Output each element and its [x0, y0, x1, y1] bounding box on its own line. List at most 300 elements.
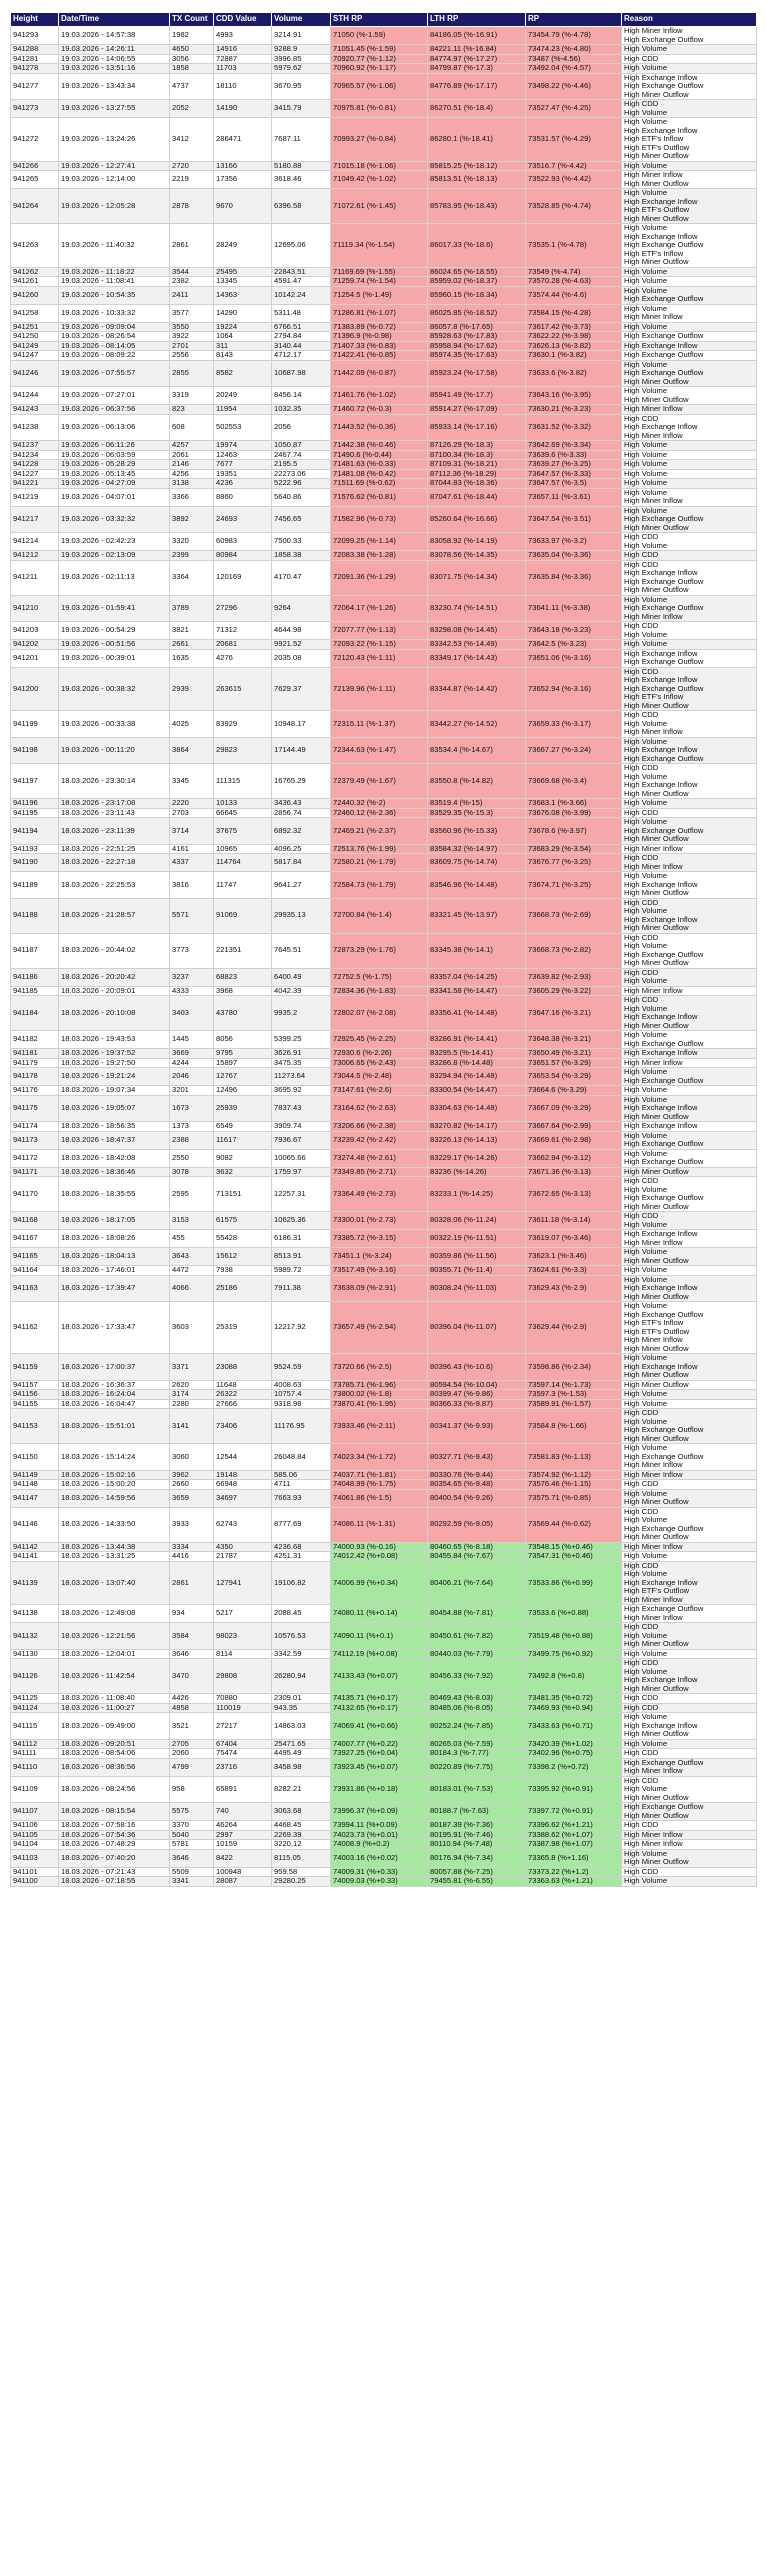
rp-cell: 73420.39 (%+1.02) [526, 1739, 622, 1749]
cdd-value-cell: 17356 [214, 171, 272, 189]
sth-rp-cell: 72460.12 (%-2.36) [331, 808, 428, 818]
volume-cell: 4468.45 [272, 1821, 331, 1831]
table-row[interactable] [11, 1275, 757, 1302]
cdd-value-cell: 120169 [214, 560, 272, 595]
table-row[interactable] [11, 1623, 757, 1650]
table-row[interactable] [11, 64, 757, 74]
reason-item: High Exchange Outflow [624, 1309, 704, 1319]
table-row[interactable] [11, 737, 757, 764]
height-cell: 941227 [11, 469, 59, 479]
table-row[interactable] [11, 1167, 757, 1177]
table-row[interactable] [11, 764, 757, 799]
table-row[interactable] [11, 351, 757, 361]
height-cell: 941109 [11, 1776, 59, 1803]
table-row[interactable] [11, 1821, 757, 1831]
height-cell: 941159 [11, 1354, 59, 1381]
sth-rp-cell: 71119.34 (%-1.54) [331, 224, 428, 268]
table-body [11, 27, 757, 1887]
sth-rp-cell: 72344.63 (%-1.47) [331, 737, 428, 764]
reason-cell [622, 1049, 757, 1059]
table-row[interactable] [11, 387, 757, 405]
volume-cell: 14863.03 [272, 1713, 331, 1740]
height-cell: 941179 [11, 1058, 59, 1068]
volume-cell: 3909.74 [272, 1122, 331, 1132]
reason-item: High Exchange Outflow [624, 1157, 704, 1166]
table-row[interactable] [11, 460, 757, 470]
reason-item: High Exchange Outflow [624, 683, 704, 693]
datetime-cell: 19.03.2026 - 14:06:55 [59, 54, 170, 64]
reason-item: High CDD [624, 560, 659, 569]
sth-rp-cell: 71259.74 (%-1.54) [331, 277, 428, 287]
table-row[interactable] [11, 450, 757, 460]
table-row[interactable] [11, 551, 757, 561]
tx-count-cell: 2556 [170, 351, 214, 361]
reason-cell [622, 1399, 757, 1409]
table-row[interactable] [11, 189, 757, 224]
table-row[interactable] [11, 171, 757, 189]
table-row[interactable] [11, 1758, 757, 1776]
height-cell: 941105 [11, 1830, 59, 1840]
table-row[interactable] [11, 27, 757, 45]
reason-cell [622, 764, 757, 799]
sth-rp-cell: 72580.21 (%-1.79) [331, 854, 428, 872]
tx-count-cell: 1858 [170, 64, 214, 74]
tx-count-cell: 4244 [170, 1058, 214, 1068]
column-header-volume[interactable]: Volume [272, 13, 331, 27]
rp-cell: 73629.43 (%-2.9) [526, 1275, 622, 1302]
table-row[interactable] [11, 1390, 757, 1400]
volume-cell: 6186.31 [272, 1230, 331, 1248]
cdd-value-cell: 19974 [214, 441, 272, 451]
table-row[interactable] [11, 1877, 757, 1887]
rp-cell: 73575.71 (%-0.85) [526, 1489, 622, 1507]
table-row[interactable] [11, 441, 757, 451]
table-row[interactable] [11, 1230, 757, 1248]
cdd-value-cell: 740 [214, 1803, 272, 1821]
cdd-value-cell: 24693 [214, 506, 272, 533]
lth-rp-cell: 86270.51 (%-18.4) [428, 100, 526, 118]
table-row[interactable] [11, 667, 757, 711]
table-row[interactable] [11, 54, 757, 64]
datetime-cell: 18.03.2026 - 08:24:56 [59, 1776, 170, 1803]
reason-item: High Volume [624, 771, 668, 781]
sth-rp-cell: 73996.37 (%+0.09) [331, 1803, 428, 1821]
datetime-cell: 18.03.2026 - 14:59:56 [59, 1489, 170, 1507]
height-cell: 941147 [11, 1489, 59, 1507]
datetime-cell: 19.03.2026 - 13:27:55 [59, 100, 170, 118]
cdd-value-cell: 67404 [214, 1739, 272, 1749]
column-header-cdd-value[interactable]: CDD Value [214, 13, 272, 27]
volume-cell: 3140.44 [272, 341, 331, 351]
tx-count-cell: 2939 [170, 667, 214, 711]
reason-item: High Miner Outflow [624, 1683, 689, 1693]
reason-item: High Volume [624, 1849, 668, 1858]
table-row[interactable] [11, 1068, 757, 1086]
tx-count-cell: 4025 [170, 711, 214, 738]
table-row[interactable] [11, 933, 757, 968]
table-row[interactable] [11, 100, 757, 118]
table-row[interactable] [11, 1659, 757, 1694]
table-row[interactable] [11, 1849, 757, 1867]
table-row[interactable] [11, 341, 757, 351]
table-row[interactable] [11, 224, 757, 268]
rp-cell: 73659.33 (%-3.17) [526, 711, 622, 738]
reason-cell [622, 1275, 757, 1302]
reason-item: High Miner Inflow [624, 986, 683, 995]
table-row[interactable] [11, 844, 757, 854]
cdd-value-cell: 19351 [214, 469, 272, 479]
table-row[interactable] [11, 1749, 757, 1759]
table-row[interactable] [11, 161, 757, 171]
lth-rp-cell: 85783.95 (%-18.43) [428, 189, 526, 224]
volume-cell: 12695.06 [272, 224, 331, 268]
reason-item: High Exchange Inflow [624, 196, 698, 206]
reason-item: High CDD [624, 898, 659, 907]
table-row[interactable] [11, 1444, 757, 1471]
volume-cell: 4495.49 [272, 1749, 331, 1759]
reason-item: High Volume [624, 1030, 668, 1039]
volume-cell: 2088.45 [272, 1605, 331, 1623]
table-row[interactable] [11, 1177, 757, 1212]
table-row[interactable] [11, 322, 757, 332]
height-cell: 941184 [11, 996, 59, 1031]
cdd-value-cell: 55428 [214, 1230, 272, 1248]
height-cell: 941149 [11, 1470, 59, 1480]
cdd-value-cell: 4993 [214, 27, 272, 45]
table-row[interactable] [11, 854, 757, 872]
table-row[interactable] [11, 479, 757, 489]
lth-rp-cell: 80327.71 (%-9.43) [428, 1444, 526, 1471]
reason-item: High Volume [624, 1666, 668, 1676]
reason-item: High CDD [624, 1867, 659, 1876]
reason-item: High Volume [624, 506, 668, 515]
table-row[interactable] [11, 996, 757, 1031]
table-row[interactable] [11, 1131, 757, 1149]
table-row[interactable] [11, 1399, 757, 1409]
table-row[interactable] [11, 1049, 757, 1059]
table-row[interactable] [11, 1542, 757, 1552]
rp-cell: 73373.22 (%+1.2) [526, 1867, 622, 1877]
reason-item: High CDD [624, 1561, 659, 1570]
lth-rp-cell: 80454.88 (%-7.81) [428, 1605, 526, 1623]
height-cell: 941176 [11, 1086, 59, 1096]
table-row[interactable] [11, 277, 757, 287]
reason-item: High Volume [624, 1515, 668, 1524]
reason-cell [622, 933, 757, 968]
table-row[interactable] [11, 405, 757, 415]
sth-rp-cell: 71015.18 (%-1.06) [331, 161, 428, 171]
reason-item: High Miner Outflow [624, 1857, 689, 1866]
cdd-value-cell: 8056 [214, 1031, 272, 1049]
reason-item: High Miner Inflow [624, 1594, 683, 1604]
height-cell: 941214 [11, 533, 59, 551]
reason-item: High Exchange Outflow [624, 1604, 704, 1613]
tx-count-cell: 3237 [170, 968, 214, 986]
table-row[interactable] [11, 1058, 757, 1068]
sth-rp-cell: 72120.43 (%-1.11) [331, 649, 428, 667]
lth-rp-cell: 83357.04 (%-14.25) [428, 968, 526, 986]
table-row[interactable] [11, 488, 757, 506]
sth-rp-cell: 72930.6 (%-2.26) [331, 1049, 428, 1059]
reason-item: High ETF's Outflow [624, 1326, 690, 1336]
table-row[interactable] [11, 360, 757, 387]
table-row[interactable] [11, 1739, 757, 1749]
rp-cell: 73662.94 (%-3.12) [526, 1149, 622, 1167]
table-row[interactable] [11, 332, 757, 342]
table-row[interactable] [11, 1489, 757, 1507]
table-row[interactable] [11, 1354, 757, 1381]
lth-rp-cell: 80355.71 (%-11.4) [428, 1266, 526, 1276]
lth-rp-cell: 85914.27 (%-17.09) [428, 405, 526, 415]
column-header-sth-rp[interactable]: STH RP [331, 13, 428, 27]
sth-rp-cell: 71072.61 (%-1.45) [331, 189, 428, 224]
reason-cell [622, 488, 757, 506]
rp-cell: 73492.04 (%-4.57) [526, 64, 622, 74]
table-row[interactable] [11, 1470, 757, 1480]
tx-count-cell: 2878 [170, 189, 214, 224]
reason-item: High CDD [624, 968, 659, 977]
tx-count-cell: 3773 [170, 933, 214, 968]
datetime-cell: 19.03.2026 - 13:51:16 [59, 64, 170, 74]
table-row[interactable] [11, 1776, 757, 1803]
reason-cell [622, 1821, 757, 1831]
datetime-cell: 18.03.2026 - 13:31:25 [59, 1552, 170, 1562]
height-cell: 941195 [11, 808, 59, 818]
table-row[interactable] [11, 1149, 757, 1167]
volume-cell: 6766.51 [272, 322, 331, 332]
signal-table [10, 12, 757, 1887]
column-header-datetime[interactable]: Date/Time [59, 13, 170, 27]
reason-item: High Miner Outflow [624, 394, 689, 404]
reason-cell [622, 1703, 757, 1713]
table-row[interactable] [11, 1561, 757, 1605]
table-row[interactable] [11, 45, 757, 55]
reason-item: High Miner Inflow [624, 430, 683, 440]
volume-cell: 4644.98 [272, 622, 331, 640]
cdd-value-cell: 11617 [214, 1131, 272, 1149]
tx-count-cell: 3659 [170, 1489, 214, 1507]
reason-item: High Volume [624, 906, 668, 915]
lth-rp-cell: 83519.4 (%-15) [428, 799, 526, 809]
height-cell: 941132 [11, 1623, 59, 1650]
reason-cell [622, 1561, 757, 1605]
reason-item: High Exchange Outflow [624, 514, 704, 523]
height-cell: 941171 [11, 1167, 59, 1177]
volume-cell: 22273.06 [272, 469, 331, 479]
rp-cell: 73474.23 (%-4.80) [526, 45, 622, 55]
tx-count-cell: 4337 [170, 854, 214, 872]
volume-cell: 9935.2 [272, 996, 331, 1031]
table-row[interactable] [11, 1212, 757, 1230]
reason-item: High ETF's Outflow [624, 205, 690, 214]
reason-item: High CDD [624, 1507, 659, 1516]
table-row[interactable] [11, 1605, 757, 1623]
table-row[interactable] [11, 799, 757, 809]
cdd-value-cell: 28249 [214, 224, 272, 268]
column-header-height[interactable]: Height [11, 13, 59, 27]
table-row[interactable] [11, 1086, 757, 1096]
table-row[interactable] [11, 898, 757, 933]
volume-cell: 9288.9 [272, 45, 331, 55]
table-row[interactable] [11, 286, 757, 304]
reason-item: High Exchange Inflow [624, 649, 698, 658]
reason-item: High Miner Outflow [624, 1729, 689, 1738]
rp-cell: 73584.8 (%-1.66) [526, 1409, 622, 1444]
height-cell: 941164 [11, 1266, 59, 1276]
table-row[interactable] [11, 533, 757, 551]
cdd-value-cell: 20681 [214, 640, 272, 650]
table-row[interactable] [11, 1507, 757, 1542]
table-row[interactable] [11, 1248, 757, 1266]
table-row[interactable] [11, 414, 757, 441]
reason-item: High CDD [624, 1622, 659, 1631]
table-row[interactable] [11, 304, 757, 322]
reason-item: High Exchange Outflow [624, 1802, 704, 1811]
tx-count-cell: 2703 [170, 808, 214, 818]
lth-rp-cell: 85959.02 (%-18.37) [428, 277, 526, 287]
volume-cell: 11176.95 [272, 1409, 331, 1444]
rp-cell: 73402.96 (%+0.75) [526, 1749, 622, 1759]
rp-cell: 73597.14 (%-1.73) [526, 1380, 622, 1390]
lth-rp-cell: 85923.24 (%-17.58) [428, 360, 526, 387]
table-row[interactable] [11, 118, 757, 162]
rp-cell: 73630.1 (%-3.82) [526, 351, 622, 361]
reason-cell [622, 1489, 757, 1507]
table-row[interactable] [11, 469, 757, 479]
sth-rp-cell: 74003.16 (%+0.02) [331, 1849, 428, 1867]
table-row[interactable] [11, 1552, 757, 1562]
table-row[interactable] [11, 1713, 757, 1740]
table-row[interactable] [11, 872, 757, 899]
table-row[interactable] [11, 1694, 757, 1704]
datetime-cell: 18.03.2026 - 13:07:40 [59, 1561, 170, 1605]
datetime-cell: 18.03.2026 - 19:07:34 [59, 1086, 170, 1096]
reason-item: High Exchange Inflow [624, 675, 698, 684]
reason-item: High Volume [624, 322, 668, 331]
table-row[interactable] [11, 1302, 757, 1354]
rp-cell: 73668.73 (%-2.82) [526, 933, 622, 968]
table-row[interactable] [11, 560, 757, 595]
reason-item: High Miner Inflow [624, 844, 683, 853]
table-row[interactable] [11, 1867, 757, 1877]
table-row[interactable] [11, 640, 757, 650]
table-row[interactable] [11, 1409, 757, 1444]
table-row[interactable] [11, 73, 757, 100]
tx-count-cell: 3789 [170, 595, 214, 622]
sth-rp-cell: 73800.02 (%-1.8) [331, 1390, 428, 1400]
tx-count-cell: 3412 [170, 118, 214, 162]
table-row[interactable] [11, 1840, 757, 1850]
column-header-lth-rp[interactable]: LTH RP [428, 13, 526, 27]
table-row[interactable] [11, 1095, 757, 1122]
reason-item: High Volume [624, 44, 668, 53]
height-cell: 941189 [11, 872, 59, 899]
table-row[interactable] [11, 986, 757, 996]
table-row[interactable] [11, 818, 757, 845]
reason-item: High Miner Outflow [624, 1370, 689, 1379]
reason-item: High CDD [624, 667, 659, 676]
table-row[interactable] [11, 711, 757, 738]
reason-item: High CDD [624, 853, 659, 862]
column-header-tx-count[interactable]: TX Count [170, 13, 214, 27]
reason-item: High Miner Inflow [624, 1335, 683, 1344]
tx-count-cell: 2280 [170, 1399, 214, 1409]
table-row[interactable] [11, 1803, 757, 1821]
volume-cell: 5311.48 [272, 304, 331, 322]
datetime-cell: 18.03.2026 - 22:25:53 [59, 872, 170, 899]
cdd-value-cell: 61575 [214, 1212, 272, 1230]
volume-cell: 9641.27 [272, 872, 331, 899]
table-row[interactable] [11, 622, 757, 640]
tx-count-cell: 608 [170, 414, 214, 441]
table-row[interactable] [11, 968, 757, 986]
datetime-cell: 18.03.2026 - 16:24:04 [59, 1390, 170, 1400]
reason-item: High Exchange Inflow [624, 879, 698, 889]
datetime-cell: 18.03.2026 - 17:46:01 [59, 1266, 170, 1276]
table-row[interactable] [11, 649, 757, 667]
cdd-value-cell: 34697 [214, 1489, 272, 1507]
table-row[interactable] [11, 1830, 757, 1840]
sth-rp-cell: 72802.07 (%-2.08) [331, 996, 428, 1031]
height-cell: 941212 [11, 551, 59, 561]
tx-count-cell: 3334 [170, 1542, 214, 1552]
rp-cell: 73648.38 (%-3.21) [526, 1031, 622, 1049]
column-header-reason[interactable]: Reason [622, 13, 757, 27]
rp-cell: 73647.57 (%-3.33) [526, 469, 622, 479]
column-header-rp[interactable]: RP [526, 13, 622, 27]
reason-cell [622, 1803, 757, 1821]
volume-cell: 4236.68 [272, 1542, 331, 1552]
table-row[interactable] [11, 1380, 757, 1390]
rp-cell: 73597.3 (%-1.53) [526, 1390, 622, 1400]
datetime-cell: 19.03.2026 - 08:09:22 [59, 351, 170, 361]
table-row[interactable] [11, 1122, 757, 1132]
reason-item: High Miner Inflow [624, 861, 683, 871]
table-row[interactable] [11, 506, 757, 533]
cdd-value-cell: 13345 [214, 277, 272, 287]
reason-item: High Exchange Outflow [624, 1193, 704, 1202]
rp-cell: 73667.09 (%-3.29) [526, 1095, 622, 1122]
rp-cell: 73581.83 (%-1.13) [526, 1444, 622, 1471]
sth-rp-cell: 73385.72 (%-3.15) [331, 1230, 428, 1248]
reason-item: High CDD [624, 1479, 659, 1488]
reason-cell [622, 189, 757, 224]
lth-rp-cell: 83071.75 (%-14.34) [428, 560, 526, 595]
table-row[interactable] [11, 595, 757, 622]
reason-cell [622, 1390, 757, 1400]
table-row[interactable] [11, 1031, 757, 1049]
cdd-value-cell: 26322 [214, 1390, 272, 1400]
reason-item: High Miner Outflow [624, 1020, 689, 1030]
volume-cell: 16765.29 [272, 764, 331, 799]
volume-cell: 3996.85 [272, 54, 331, 64]
reason-cell [622, 898, 757, 933]
table-row[interactable] [11, 1266, 757, 1276]
volume-cell: 1032.35 [272, 405, 331, 415]
sth-rp-cell: 74090.11 (%+0.1) [331, 1623, 428, 1650]
reason-cell [622, 341, 757, 351]
table-row[interactable] [11, 1480, 757, 1490]
table-row[interactable] [11, 1649, 757, 1659]
table-row[interactable] [11, 808, 757, 818]
table-row[interactable] [11, 1703, 757, 1713]
volume-cell: 3626.91 [272, 1049, 331, 1059]
lth-rp-cell: 80110.94 (%-7.48) [428, 1840, 526, 1850]
volume-cell: 8513.91 [272, 1248, 331, 1266]
table-row[interactable] [11, 267, 757, 277]
reason-item: High Exchange Inflow [624, 1103, 698, 1112]
datetime-cell: 18.03.2026 - 14:33:50 [59, 1507, 170, 1542]
